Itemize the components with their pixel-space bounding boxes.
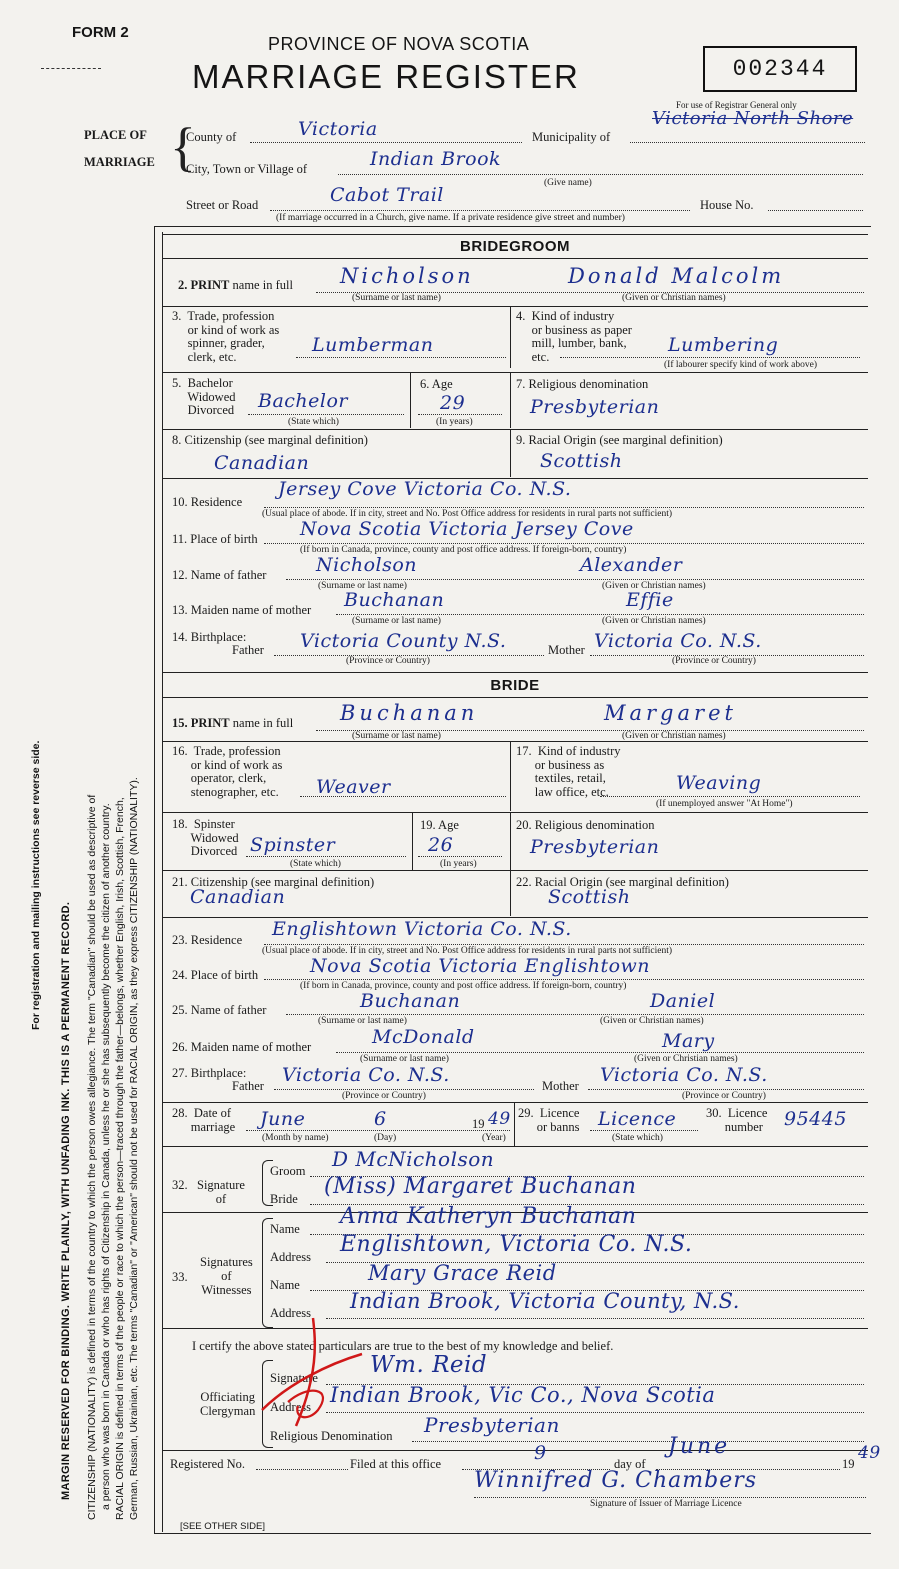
groom-father-given: Alexander <box>580 554 683 576</box>
bride-f20-label: 20. Religious denomination <box>516 818 655 832</box>
bride-status: Spinster <box>250 834 336 856</box>
bride-f15-label: 15. PRINT name in full <box>172 716 294 730</box>
f29-label: 29. Licence or banns <box>518 1106 580 1134</box>
bride-father-birthplace: Victoria Co. N.S. <box>282 1064 450 1086</box>
bride-f27-label: 27. Birthplace: <box>172 1066 247 1080</box>
bride-f26-label: 26. Maiden name of mother <box>172 1040 312 1054</box>
w2-name-word: Name <box>270 1278 300 1292</box>
form-number: FORM 2 <box>72 24 129 41</box>
groom-f7-label: 7. Religious denomination <box>516 377 649 391</box>
groom-mother-birthplace: Victoria Co. N.S. <box>594 630 762 652</box>
rule <box>162 306 868 307</box>
marriage-year: 49 <box>488 1109 511 1129</box>
month-hint: (Month by name) <box>262 1133 329 1143</box>
margin-citizenship-def-2: a person who was born in Canada or who has rights of Citizenship in Canada, unless he or she has subsequently become the citizen of another country. <box>100 803 112 1510</box>
witness1-address: Englishtown, Victoria Co. N.S. <box>340 1232 693 1257</box>
house-line <box>768 210 863 211</box>
groom-status: Bachelor <box>258 390 349 412</box>
frame-inner-line <box>162 232 163 1532</box>
line <box>418 414 502 415</box>
groom-f13-label: 13. Maiden name of mother <box>172 603 312 617</box>
church-note: (If marriage occurred in a Church, give name. If a private residence give street and number) <box>276 213 625 223</box>
groom-residence: Jersey Cove Victoria Co. N.S. <box>278 478 572 500</box>
groom-mother-word: Mother <box>548 643 585 657</box>
city-label: City, Town or Village of <box>186 162 308 176</box>
registered-label: Registered No. <box>170 1457 245 1471</box>
municipality-label: Municipality of <box>532 130 611 144</box>
bride-years-hint: (In years) <box>440 859 477 869</box>
rule <box>162 1146 868 1147</box>
bride-residence: Englishtown Victoria Co. N.S. <box>272 918 572 940</box>
street-value: Cabot Trail <box>330 184 444 206</box>
groom-top-rule <box>162 234 868 235</box>
line <box>264 507 864 508</box>
bride-top-rule <box>162 672 868 673</box>
hint: (Given or Christian names) <box>600 1016 704 1026</box>
margin-instructions: For registration and mailing instructions see reverse side. <box>30 740 42 1030</box>
bride-section-title: BRIDE <box>490 677 540 694</box>
rule <box>162 1102 868 1103</box>
rule <box>162 812 868 813</box>
bride-industry: Weaving <box>676 772 762 794</box>
filed-year: 49 <box>858 1443 881 1463</box>
witness1-name: Anna Katheryn Buchanan <box>340 1204 637 1229</box>
rule <box>510 306 511 368</box>
hint: (Province or Country) <box>672 656 756 666</box>
bride-word: Bride <box>270 1192 298 1206</box>
f28-label: 28. Date of marriage <box>172 1106 236 1134</box>
line <box>336 1052 864 1053</box>
margin-binding-notice: MARGIN RESERVED FOR BINDING. WRITE PLAINLY, WITH UNFADING INK. THIS IS A PERMANENT RECORD. <box>60 901 72 1500</box>
groom-mother-surname: Buchanan <box>344 589 445 611</box>
groom-racial: Scottish <box>540 450 623 472</box>
rule <box>510 870 511 916</box>
issuer-label: Signature of Issuer of Marriage Licence <box>590 1499 742 1509</box>
give-name-hint: (Give name) <box>544 178 592 188</box>
county-line <box>250 142 522 143</box>
line <box>256 1469 348 1470</box>
marriage-month: June <box>260 1108 306 1130</box>
f33-number: 33. <box>172 1270 188 1284</box>
line <box>588 1089 864 1090</box>
rule <box>510 741 511 811</box>
street-line <box>270 210 690 211</box>
bride-surname-hint: (Surname or last name) <box>352 731 441 741</box>
marriage-year-print: 19 <box>472 1117 485 1131</box>
state-hint: (State which) <box>612 1133 663 1143</box>
groom-citizenship: Canadian <box>214 452 310 474</box>
groom-mother-given: Effie <box>626 589 674 611</box>
officiating-label: Officiating Clergyman <box>200 1390 256 1418</box>
bride-f19-label: 19. Age <box>420 818 459 832</box>
groom-f2-label: 2. PRINT name in full <box>178 278 293 292</box>
licence-or-banns: Licence <box>598 1108 677 1130</box>
line <box>336 614 864 615</box>
groom-title-rule <box>162 258 868 259</box>
bride-f17-label: 17. Kind of industry or business as textiles, retail, law office, etc. <box>516 744 621 799</box>
filed-label: Filed at this office <box>350 1457 442 1471</box>
bride-title-rule <box>162 697 868 698</box>
groom-given: Donald Malcolm <box>568 264 785 288</box>
rule <box>412 812 413 870</box>
hint: (Surname or last name) <box>352 616 441 626</box>
line <box>326 1412 864 1413</box>
groom-birthplace: Nova Scotia Victoria Jersey Cove <box>300 518 634 540</box>
place-brace: { <box>170 117 196 177</box>
line <box>264 944 864 945</box>
w1-address-word: Address <box>270 1250 311 1264</box>
groom-f4-label: 4. Kind of industry or business as paper mill, lumber, bank, etc. <box>516 309 632 364</box>
year-hint: (Year) <box>482 1133 506 1143</box>
binding-mark <box>41 68 101 69</box>
municipality-line <box>630 142 865 143</box>
rule <box>162 1450 868 1451</box>
hint: (Given or Christian names) <box>602 581 706 591</box>
marriage-day: 6 <box>374 1108 387 1130</box>
groom-given-hint: (Given or Christian names) <box>622 293 726 303</box>
city-line <box>338 174 863 175</box>
clergy-address: Indian Brook, Vic Co., Nova Scotia <box>330 1383 716 1407</box>
groom-f11-label: 11. Place of birth <box>172 532 258 546</box>
bride-state-which: (State which) <box>290 859 341 869</box>
groom-word: Groom <box>270 1164 306 1178</box>
city-value: Indian Brook <box>370 148 502 170</box>
bride-residence-hint: (Usual place of abode. If in city, street and No. Post Office address for residents in rural parts not sufficient) <box>262 946 673 956</box>
groom-father-surname: Nicholson <box>316 554 418 576</box>
clergy-signature-word: Signature <box>270 1371 318 1385</box>
line <box>296 357 506 358</box>
bride-mother-word: Mother <box>542 1079 579 1093</box>
groom-f4-hint: (If labourer specify kind of work above) <box>664 360 817 370</box>
hint: (Province or Country) <box>346 656 430 666</box>
line <box>326 1318 864 1319</box>
groom-surname: Nicholson <box>340 264 474 288</box>
street-label: Street or Road <box>186 198 259 212</box>
bride-signature: (Miss) Margaret Buchanan <box>324 1174 637 1199</box>
groom-f3-label: 3. Trade, profession or kind of work as spinner, grader, clerk, etc. <box>172 309 280 364</box>
clergy-religion: Presbyterian <box>424 1413 560 1437</box>
day-of-label: day of <box>614 1457 646 1471</box>
house-label: House No. <box>700 198 754 212</box>
bride-surname: Buchanan <box>340 701 479 725</box>
registrar-note: For use of Registrar General only <box>676 100 797 110</box>
margin-racial-def-1: RACIAL ORIGIN is defined in terms of the people or race to which the person—traced through the father—belongs, whether English, Irish, Scottish, French, <box>114 797 126 1520</box>
see-other-side: [SEE OTHER SIDE] <box>180 1521 265 1532</box>
bride-f16-label: 16. Trade, profession or kind of work as operator, clerk, stenographer, etc. <box>172 744 283 799</box>
line <box>474 1497 866 1498</box>
groom-residence-hint: (Usual place of abode. If in city, street and No. Post Office address for residents in rural parts not sufficient) <box>262 509 673 519</box>
rule <box>162 372 868 373</box>
w1-name-word: Name <box>270 1222 300 1236</box>
bride-f21-label: 21. Citizenship (see marginal definition) <box>172 875 375 889</box>
line <box>246 856 406 857</box>
rule <box>162 429 868 430</box>
rule <box>510 812 511 870</box>
bride-f24-label: 24. Place of birth <box>172 968 259 982</box>
line <box>286 1014 864 1015</box>
rule <box>162 870 868 871</box>
line <box>300 796 506 797</box>
rule <box>162 741 868 742</box>
line <box>248 414 404 415</box>
line <box>286 579 864 580</box>
f30-label: 30. Licence number <box>706 1106 768 1134</box>
rule <box>510 372 511 428</box>
page-title: MARRIAGE REGISTER <box>192 58 580 95</box>
groom-religion: Presbyterian <box>530 396 660 418</box>
groom-age: 29 <box>440 392 466 414</box>
day-hint: (Day) <box>374 1133 397 1143</box>
province-heading: PROVINCE OF NOVA SCOTIA <box>268 34 530 54</box>
bride-f23-label: 23. Residence <box>172 933 243 947</box>
groom-industry: Lumbering <box>668 334 779 356</box>
witness2-address: Indian Brook, Victoria County, N.S. <box>350 1289 740 1313</box>
margin-citizenship-def-1: CITIZENSHIP (NATIONALITY) is defined in terms of the country to which the person owes allegiance. The term "Canadian" should be used as descriptive of <box>86 794 98 1520</box>
bride-given-hint: (Given or Christian names) <box>622 731 726 741</box>
filed-month: June <box>668 1434 731 1459</box>
groom-surname-hint: (Surname or last name) <box>352 293 441 303</box>
line <box>418 856 502 857</box>
line <box>264 543 864 544</box>
registrar-check-mark <box>258 1314 368 1434</box>
place-heading-1: PLACE OF <box>84 128 147 142</box>
bride-mother-birthplace: Victoria Co. N.S. <box>600 1064 768 1086</box>
line <box>264 979 864 980</box>
rule <box>510 429 511 477</box>
licence-number: 95445 <box>784 1108 847 1130</box>
groom-f5-label: 5. Bachelor Widowed Divorced <box>172 376 236 417</box>
hint: (Surname or last name) <box>360 1054 449 1064</box>
line <box>246 1130 510 1131</box>
line <box>274 1089 534 1090</box>
bride-f18-label: 18. Spinster Widowed Divorced <box>172 817 239 858</box>
bride-father-word: Father <box>232 1079 264 1093</box>
groom-birth-hint: (If born in Canada, province, county and post office address. If foreign-born, country) <box>300 545 627 555</box>
bride-f25-label: 25. Name of father <box>172 1003 267 1017</box>
groom-f12-label: 12. Name of father <box>172 568 267 582</box>
county-value: Victoria <box>298 118 378 140</box>
register-number: 002344 <box>732 56 828 82</box>
witness-label: Signatures of Witnesses <box>200 1255 253 1297</box>
line <box>560 357 860 358</box>
line <box>412 1441 864 1442</box>
hint: (Given or Christian names) <box>634 1054 738 1064</box>
groom-f10-label: 10. Residence <box>172 495 243 509</box>
place-heading-2: MARRIAGE <box>84 155 155 169</box>
groom-years-hint: (In years) <box>436 417 473 427</box>
groom-state-which: (State which) <box>288 417 339 427</box>
county-label: County of <box>186 130 237 144</box>
registrar-entry: Victoria North Shore <box>652 108 854 129</box>
line <box>590 1130 698 1131</box>
bride-trade: Weaver <box>316 776 391 798</box>
margin-racial-def-2: German, Russian, Ukrainian, etc. The terms "Canadian" or "American" should not be used for RACIAL ORIGIN, as they express CITIZENSHIP (NATIONALITY). <box>128 777 140 1520</box>
bride-father-surname: Buchanan <box>360 990 461 1012</box>
groom-f8-label: 8. Citizenship (see marginal definition) <box>172 433 368 447</box>
filed-year-print: 19 <box>842 1457 855 1471</box>
groom-signature: D McNicholson <box>332 1147 495 1171</box>
groom-f9-label: 9. Racial Origin (see marginal definition) <box>516 433 723 447</box>
clergy-signature: Wm. Reid <box>370 1352 488 1378</box>
bride-racial: Scottish <box>548 886 631 908</box>
bride-mother-surname: McDonald <box>372 1026 475 1048</box>
certify-statement: I certify the above stated particulars are true to the best of my knowledge and belief. <box>192 1339 614 1353</box>
bride-birth-hint: (If born in Canada, province, county and post office address. If foreign-born, country) <box>300 981 627 991</box>
bride-mother-given: Mary <box>662 1030 715 1052</box>
witness2-name: Mary Grace Reid <box>368 1261 557 1285</box>
bride-given: Margaret <box>604 701 737 725</box>
groom-father-word: Father <box>232 643 264 657</box>
hint: (Surname or last name) <box>318 581 407 591</box>
bride-f17-hint: (If unemployed answer "At Home") <box>656 799 793 809</box>
groom-section-title: BRIDEGROOM <box>460 238 570 255</box>
groom-trade: Lumberman <box>312 334 434 356</box>
hint: (Surname or last name) <box>318 1016 407 1026</box>
groom-f14-label: 14. Birthplace: <box>172 630 247 644</box>
hint: (Given or Christian names) <box>602 616 706 626</box>
hint: (Province or Country) <box>342 1091 426 1101</box>
clergy-religious-word: Religious Denomination <box>270 1429 393 1443</box>
w2-address-word: Address <box>270 1306 311 1320</box>
bride-father-given: Daniel <box>650 990 716 1012</box>
f32-label: 32. Signature of <box>172 1178 245 1206</box>
issuer-signature: Winnifred G. Chambers <box>474 1468 758 1493</box>
rule <box>410 372 411 428</box>
register-number-box <box>703 46 857 92</box>
rule <box>514 1102 515 1146</box>
filed-day: 9 <box>534 1442 547 1464</box>
groom-father-birthplace: Victoria County N.S. <box>300 630 507 652</box>
bride-age: 26 <box>428 834 454 856</box>
bride-f22-label: 22. Racial Origin (see marginal definition) <box>516 875 729 889</box>
groom-f6-label: 6. Age <box>420 377 453 391</box>
line <box>600 796 860 797</box>
clergy-address-word: Address <box>270 1400 311 1414</box>
bride-citizenship: Canadian <box>190 886 286 908</box>
bride-religion: Presbyterian <box>530 836 660 858</box>
hint: (Province or Country) <box>682 1091 766 1101</box>
bride-birthplace: Nova Scotia Victoria Englishtown <box>310 955 651 977</box>
